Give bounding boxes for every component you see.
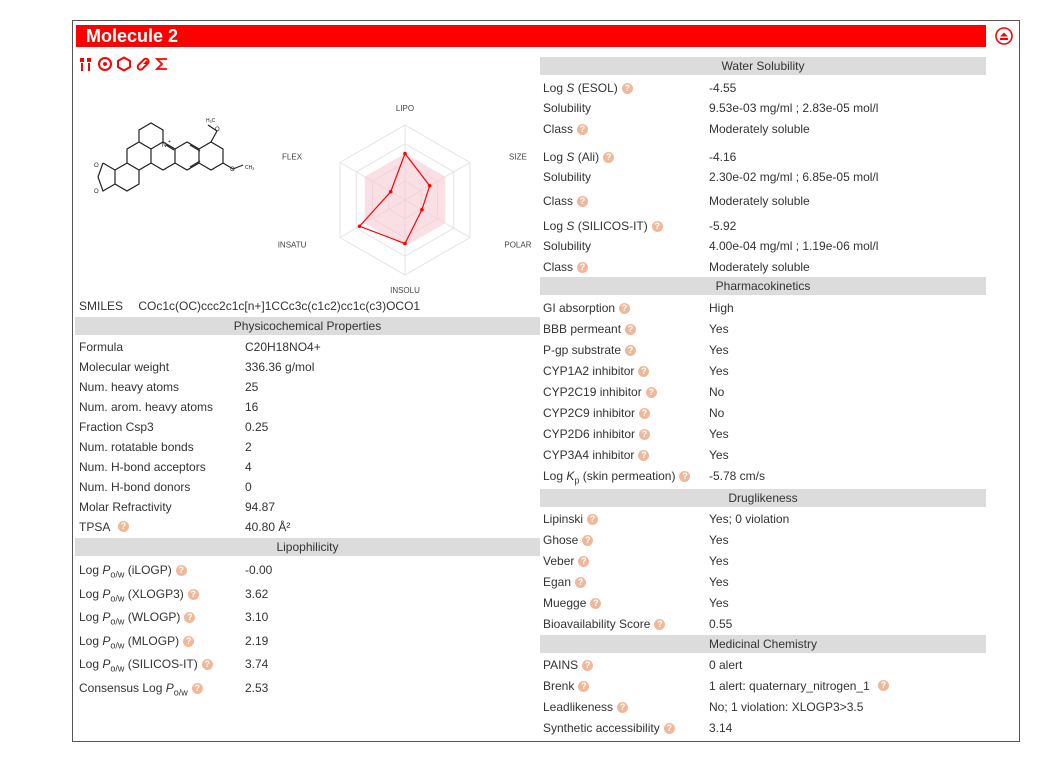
log-s-value: -5.92 — [709, 219, 737, 233]
solubility-value: 4.00e-04 mg/ml ; 1.19e-06 mol/l — [709, 239, 879, 253]
toolbar-icons — [78, 56, 170, 74]
med-help-icon[interactable]: ? — [582, 660, 593, 671]
tpsa-help-icon[interactable]: ? — [118, 521, 129, 532]
radar-label-flex: FLEX — [282, 152, 303, 162]
med-label: PAINS — [543, 658, 579, 672]
pk-label: BBB permeant — [543, 322, 622, 336]
lipo-key — [79, 607, 195, 631]
log-s-value: -4.16 — [709, 150, 737, 164]
pk-key — [543, 424, 650, 444]
radar-point — [428, 184, 432, 188]
med-value: 1 alert: quaternary_nitrogen_1 — [709, 679, 870, 693]
log-s-help-icon[interactable]: ? — [652, 221, 663, 232]
physchem-key: Molar Refractivity — [79, 500, 172, 514]
physchem-value: 4 — [245, 460, 252, 474]
drug-help-icon[interactable]: ? — [590, 598, 601, 609]
drug-help-icon[interactable]: ? — [582, 535, 593, 546]
drug-help-icon[interactable]: ? — [575, 577, 586, 588]
drug-key — [543, 530, 593, 550]
pk-key — [543, 340, 636, 360]
lipo-method: (SILICOS-IT) — [127, 657, 198, 671]
radar-point — [358, 224, 362, 228]
pk-help-icon[interactable]: ? — [638, 450, 649, 461]
physchem-value: C20H18NO4+ — [245, 340, 321, 354]
lipo-help-icon[interactable]: ? — [176, 565, 187, 576]
nplus-label: + — [168, 139, 171, 145]
target-icon[interactable] — [97, 56, 113, 72]
class-value: Moderately soluble — [709, 260, 810, 274]
lipo-ow-sub: o/w — [110, 663, 125, 674]
kp-key — [543, 466, 690, 490]
molecule-structure — [80, 118, 280, 225]
med-value: 3.14 — [709, 721, 733, 735]
drug-label: Veber — [543, 554, 575, 568]
log-s-help-icon[interactable]: ? — [603, 152, 614, 163]
pk-key — [543, 361, 649, 381]
lipo-value: 2.19 — [245, 633, 269, 648]
n-label: N — [162, 143, 167, 149]
class-help-icon[interactable]: ? — [577, 196, 588, 207]
ch3-label: $CH_3$ — [245, 165, 255, 171]
physchem-value: 16 — [245, 400, 259, 414]
kp-k: K — [566, 469, 575, 483]
physchem-key: Num. H-bond acceptors — [79, 460, 206, 474]
physchem-value: 25 — [245, 380, 259, 394]
lipo-value: 3.10 — [245, 610, 269, 624]
med-label: Leadlikeness — [543, 700, 614, 714]
class-label: Class — [543, 194, 574, 208]
lipo-key — [79, 631, 194, 655]
pk-label: CYP1A2 inhibitor — [543, 364, 635, 378]
lipo-log-word: Log — [79, 586, 100, 601]
lipophilicity-header: Lipophilicity — [75, 538, 540, 556]
radar-point — [389, 190, 393, 194]
class-key — [543, 257, 588, 277]
physchem-value: 94.87 — [245, 500, 276, 514]
med-help-icon[interactable]: ? — [578, 681, 589, 692]
solubility-key: Solubility — [543, 170, 592, 184]
pk-help-icon[interactable]: ? — [619, 303, 630, 314]
lipo-help-icon[interactable]: ? — [202, 659, 213, 670]
med-label: Synthetic accessibility — [543, 721, 660, 735]
solubility-value: 9.53e-03 mg/ml ; 2.83e-05 mol/l — [709, 101, 879, 115]
pk-key — [543, 382, 657, 402]
drug-value: Yes — [709, 554, 729, 568]
lipo-help-icon[interactable]: ? — [184, 612, 195, 623]
lipo-method: (XLOGP3) — [127, 586, 184, 601]
kp-p-sub: p — [574, 475, 580, 486]
smiles-row — [79, 296, 420, 316]
med-key — [543, 697, 628, 717]
log-s-method: (Ali) — [577, 150, 600, 164]
kp-log-word: Log — [543, 469, 564, 483]
log-s-method: (ESOL) — [577, 81, 618, 95]
lipo-key — [79, 560, 187, 584]
pharmacokinetics-header: Pharmacokinetics — [540, 277, 986, 295]
pill-icon[interactable] — [135, 56, 151, 72]
hexagon-icon[interactable] — [116, 56, 132, 72]
drug-key — [543, 572, 586, 592]
o-label-2: O — [230, 167, 235, 173]
lipo-help-icon[interactable]: ? — [183, 636, 194, 647]
radar-point — [403, 152, 407, 156]
drug-help-icon[interactable]: ? — [654, 619, 665, 630]
physchem-key: Num. arom. heavy atoms — [79, 400, 214, 414]
drug-label: Muegge — [543, 596, 587, 610]
physchem-value: 40.80 Å² — [245, 520, 291, 534]
smiles-label: SMILES — [79, 299, 124, 313]
class-help-icon[interactable]: ? — [577, 262, 588, 273]
pk-help-icon[interactable]: ? — [639, 429, 650, 440]
consensus-help-icon[interactable]: ? — [192, 683, 203, 694]
drug-label: Lipinski — [543, 512, 584, 526]
physchem-key: Molecular weight — [79, 360, 170, 374]
pk-value: High — [709, 301, 734, 315]
drug-value: Yes — [709, 533, 729, 547]
lipo-key — [79, 654, 213, 678]
lipo-p: P — [102, 586, 111, 601]
druglikeness-header: Druglikeness — [540, 489, 986, 507]
pk-key — [543, 403, 650, 423]
lipo-log-word: Log — [79, 633, 100, 648]
consensus-p: P — [165, 680, 174, 695]
pk-label: CYP2C9 inhibitor — [543, 406, 636, 420]
log-s-word: Log — [543, 81, 564, 95]
log-s-word: Log — [543, 219, 564, 233]
pk-help-icon[interactable]: ? — [639, 408, 650, 419]
sigma-icon[interactable] — [154, 56, 170, 72]
molecule-title: Molecule 2 — [86, 26, 179, 46]
smiles-value: COc1c(OC)ccc2c1c[n+]1CCc3c(c1c2)cc1c(c3)OCO1 — [138, 299, 421, 313]
brenk-alert-help-icon[interactable]: ? — [878, 680, 889, 691]
lipo-log-word: Log — [79, 610, 100, 624]
lipo-p: P — [102, 633, 111, 648]
medicinal-chemistry-header: Medicinal Chemistry — [540, 635, 986, 653]
drug-key — [543, 551, 589, 571]
class-value: Moderately soluble — [709, 194, 810, 208]
lipo-ow-sub: o/w — [110, 616, 125, 627]
log-s-help-icon[interactable]: ? — [622, 83, 633, 94]
pk-value: Yes — [709, 322, 729, 336]
radar-label-size: SIZE — [509, 152, 527, 162]
physchem-key: Num. rotatable bonds — [79, 440, 194, 454]
log-s-method: (SILICOS-IT) — [577, 219, 648, 233]
lipo-key — [79, 584, 199, 608]
physchem-key: Formula — [79, 340, 124, 354]
class-label: Class — [543, 122, 574, 136]
physchem-key: Fraction Csp3 — [79, 420, 154, 434]
log-s-key — [543, 147, 614, 167]
physchem-key: TPSA — [79, 520, 111, 534]
physchem-value: 2 — [245, 440, 252, 454]
class-value: Moderately soluble — [709, 122, 810, 136]
lipo-method: (MLOGP) — [127, 633, 180, 648]
columns-icon[interactable] — [78, 56, 94, 72]
physchem-header: Physicochemical Properties — [75, 317, 540, 335]
lipo-value: -0.00 — [245, 563, 273, 577]
med-key — [543, 676, 589, 696]
drug-help-icon[interactable]: ? — [578, 556, 589, 567]
class-label: Class — [543, 260, 574, 274]
physchem-key: Num. heavy atoms — [79, 380, 180, 394]
o-label-4: O — [94, 189, 99, 195]
drug-key — [543, 614, 665, 634]
lipo-log-word: Log — [79, 563, 100, 577]
log-s-s: S — [566, 150, 575, 164]
log-s-word: Log — [543, 150, 564, 164]
physchem-value: 336.36 g/mol — [245, 360, 315, 374]
med-help-icon[interactable]: ? — [617, 702, 628, 713]
pk-value: No — [709, 385, 725, 399]
pk-key — [543, 319, 636, 339]
lipo-method: (WLOGP) — [127, 610, 181, 624]
class-key — [543, 119, 588, 139]
pk-label: P-gp substrate — [543, 343, 622, 357]
pk-value: Yes — [709, 427, 729, 441]
pk-value: Yes — [709, 364, 729, 378]
radar-point — [403, 242, 407, 246]
pk-key — [543, 298, 630, 318]
lipo-value: 3.74 — [245, 657, 269, 671]
log-s-value: -4.55 — [709, 81, 737, 95]
radar-label-insolu: INSOLU — [390, 286, 420, 295]
lipo-method: (iLOGP) — [127, 563, 172, 577]
log-s-s: S — [566, 219, 575, 233]
lipo-help-icon[interactable]: ? — [188, 589, 199, 600]
pk-help-icon[interactable]: ? — [646, 387, 657, 398]
pk-help-icon[interactable]: ? — [625, 324, 636, 335]
physchem-value: 0.25 — [245, 420, 269, 434]
pk-label: CYP2C19 inhibitor — [543, 385, 642, 399]
kp-rest: (skin permeation) — [582, 469, 676, 483]
med-label: Brenk — [543, 679, 575, 693]
radar-label-insatu: INSATU — [277, 240, 307, 250]
solubility-key: Solubility — [543, 239, 592, 253]
pk-key — [543, 445, 649, 465]
drug-key — [543, 509, 598, 529]
solubility-value: 2.30e-02 mg/ml ; 6.85e-05 mol/l — [709, 170, 879, 184]
lipo-value: 3.62 — [245, 586, 269, 601]
lipo-p: P — [102, 610, 111, 624]
pk-label: CYP2D6 inhibitor — [543, 427, 636, 441]
physchem-value: 0 — [245, 480, 252, 494]
drug-value: Yes — [709, 596, 729, 610]
physchem-key: Num. H-bond donors — [79, 480, 191, 494]
lipo-ow-sub: o/w — [110, 569, 125, 580]
med-value: No; 1 violation: XLOGP3>3.5 — [709, 700, 864, 714]
lipo-ow-sub: o/w — [110, 592, 125, 603]
solubility-key: Solubility — [543, 101, 592, 115]
pk-help-icon[interactable]: ? — [625, 345, 636, 356]
drug-value: Yes — [709, 575, 729, 589]
consensus-label: Consensus Log — [79, 680, 163, 695]
lipo-p: P — [102, 657, 111, 671]
med-help-icon[interactable]: ? — [664, 723, 675, 734]
drug-label: Egan — [543, 575, 572, 589]
med-key — [543, 718, 675, 738]
molecule-title-bar — [76, 25, 986, 47]
class-key — [543, 191, 588, 211]
pk-label: CYP3A4 inhibitor — [543, 448, 635, 462]
log-s-key — [543, 78, 633, 98]
log-s-s: S — [566, 81, 575, 95]
o-label-1: O — [215, 127, 220, 133]
drug-value: 0.55 — [709, 617, 733, 631]
radar-label-polar: POLAR — [504, 240, 532, 250]
h3c-label: $H_3C$ — [206, 118, 216, 124]
kp-value: -5.78 cm/s — [709, 469, 766, 483]
class-help-icon[interactable]: ? — [577, 124, 588, 135]
consensus-ow-sub: o/w — [173, 686, 188, 697]
kp-help-icon[interactable]: ? — [679, 471, 690, 482]
lipo-ow-sub: o/w — [110, 639, 125, 650]
consensus-key — [79, 678, 203, 702]
drug-help-icon[interactable]: ? — [587, 514, 598, 525]
o-label-3: O — [94, 163, 99, 169]
pk-value: No — [709, 406, 725, 420]
pk-value: Yes — [709, 343, 729, 357]
radar-label-lipo: LIPO — [395, 104, 415, 113]
lipo-log-word: Log — [79, 657, 100, 671]
radar-point — [420, 208, 424, 212]
bioavailability-radar — [277, 70, 532, 295]
collapse-icon[interactable] — [995, 27, 1013, 45]
med-value: 0 alert — [709, 658, 743, 672]
pk-label: GI absorption — [543, 301, 616, 315]
drug-value: Yes; 0 violation — [709, 512, 790, 526]
lipo-p: P — [102, 563, 111, 577]
log-s-key — [543, 216, 663, 236]
pk-help-icon[interactable]: ? — [638, 366, 649, 377]
drug-label: Ghose — [543, 533, 579, 547]
med-key — [543, 655, 593, 675]
drug-label: Bioavailability Score — [543, 617, 651, 631]
pk-value: Yes — [709, 448, 729, 462]
drug-key — [543, 593, 601, 613]
water-solubility-header: Water Solubility — [540, 57, 986, 75]
consensus-value: 2.53 — [245, 680, 269, 695]
